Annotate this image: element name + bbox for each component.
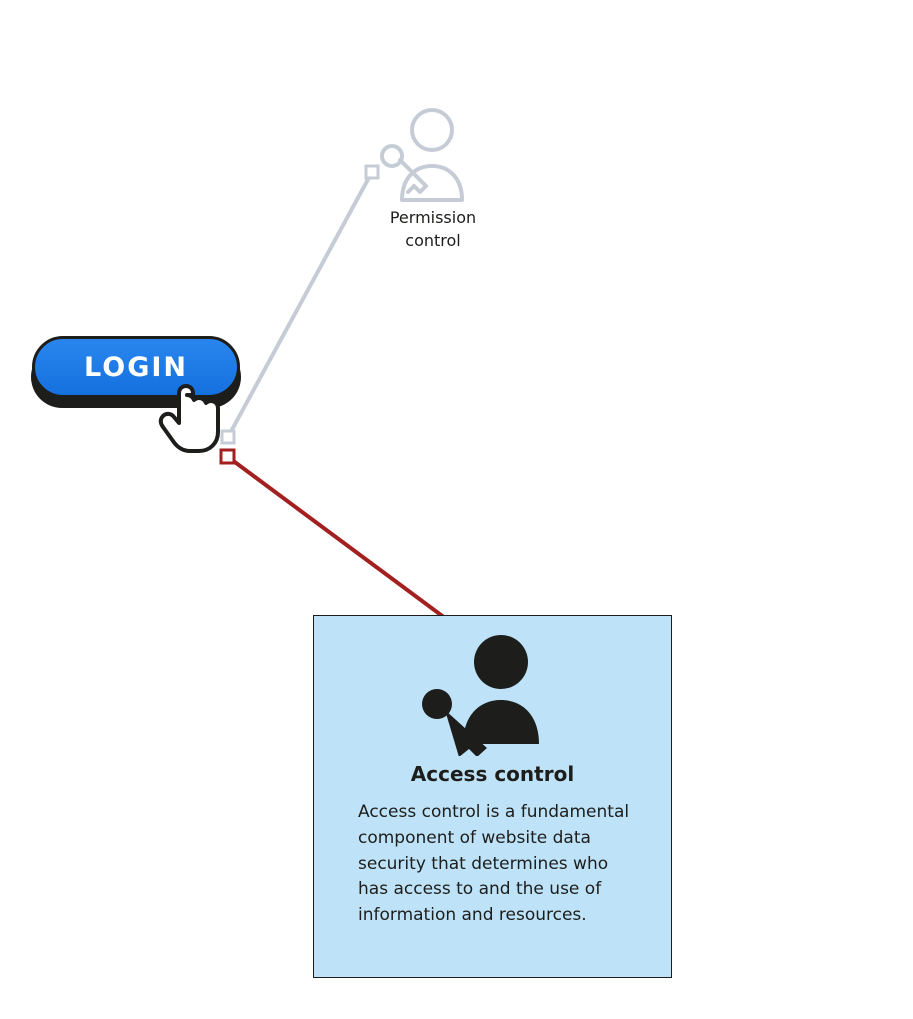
card-access-control-title: Access control — [410, 762, 575, 786]
person-with-key-icon — [358, 104, 508, 206]
login-button[interactable]: LOGIN — [32, 336, 240, 398]
card-access-control-description: Access control is a fundamental component of website data security that determines who has access to and the use of information and resources. — [358, 802, 630, 926]
pointing-hand-cursor — [158, 378, 228, 458]
person-with-key-icon — [314, 616, 671, 756]
node-permission-control-label-line2: control — [405, 231, 461, 251]
card-access-control[interactable] — [313, 615, 672, 978]
node-permission-control-label-line1: Permission — [389, 208, 477, 227]
node-permission-control[interactable] — [358, 104, 508, 252]
